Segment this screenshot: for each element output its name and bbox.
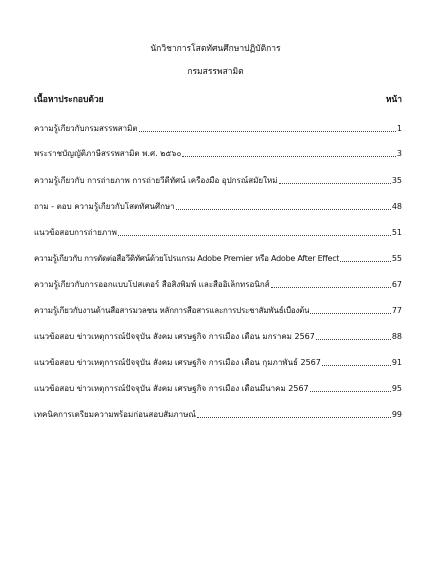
toc-leader-dots [322,364,391,366]
toc-item-text: เทคนิคการเตรียมความพร้อมก่อนสอบสัมภาษณ์ [34,410,196,419]
toc-item-text: ความรู้เกี่ยวกับ การตัดต่อสื่อวีดิทัศน์ด้วยโปรแกรม Adobe Premier หรือ Adobe After Effect [34,254,340,263]
toc-item [34,330,402,342]
toc-item-page: 3 [396,149,402,158]
toc-item-text: ถาม - ตอบ ความรู้เกี่ยวกับโสตทัศนศึกษา [34,202,175,211]
toc-leader-dots [310,312,390,314]
toc-item [34,122,402,134]
toc-item [34,356,402,368]
toc-leader-dots [118,234,391,236]
toc-item [34,304,402,316]
toc-column-page-label: หน้า [385,95,402,105]
toc-leader-dots [340,260,391,262]
toc-item-page: 99 [391,410,402,419]
toc-leader-dots [176,208,391,210]
toc-item-text: ความรู้เกี่ยวกับกรมสรรพสามิต [34,124,138,133]
toc-item-text: ความรู้เกี่ยวกับ การถ่ายภาพ การถ่ายวีดีทัศน์ เครื่องมือ อุปกรณ์สมัยใหม่ [34,176,278,185]
page-title: นักวิชาการโสตทัศนศึกษาปฏิบัติการ [150,44,281,54]
toc-item [34,200,402,212]
toc-item [34,174,402,186]
toc-item-page: 67 [391,280,402,289]
toc-column-contents-label: เนื้อหาประกอบด้วย [34,95,104,105]
toc-item [34,408,402,420]
page-subtitle: กรมสรรพสามิต [187,67,244,77]
toc-item [34,382,402,394]
toc-leader-dots [279,182,391,184]
toc-leader-dots [197,416,391,418]
toc-item-text: ความรู้เกี่ยวกับงานด้านสื่อสารมวลชน หลักการสื่อสารและการประชาสัมพันธ์เบื้องต้น [34,306,310,315]
toc-item-text: แนวข้อสอบ ข่าวเหตุการณ์ปัจจุบัน สังคม เศรษฐกิจ การเมือง เดือนมีนาคม 2567 [34,384,309,393]
toc-item-page: 51 [391,228,402,237]
toc-item-text: แนวข้อสอบการถ่ายภาพ [34,228,117,237]
toc-item-page: 35 [391,176,402,185]
toc-item [34,278,402,290]
toc-leader-dots [310,390,391,392]
toc-leader-dots [182,155,395,157]
toc-item-page: 48 [391,202,402,211]
toc-leader-dots [316,338,391,340]
toc-item-text: พระราชบัญญัติภาษีสรรพสามิต พ.ศ. ๒๕๖๐ [34,149,182,158]
toc-leader-dots [271,286,391,288]
toc-item-text: แนวข้อสอบ ข่าวเหตุการณ์ปัจจุบัน สังคม เศรษฐกิจ การเมือง เดือน มกราคม 2567 [34,332,315,341]
toc-leader-dots [139,130,396,132]
toc-item-page: 91 [391,358,402,367]
toc-item-page: 1 [396,124,402,133]
toc-item-page: 88 [391,332,402,341]
toc-item-text: แนวข้อสอบ ข่าวเหตุการณ์ปัจจุบัน สังคม เศรษฐกิจ การเมือง เดือน กุมภาพันธ์ 2567 [34,358,321,367]
toc-item-page: 77 [391,306,402,315]
toc-item-text: ความรู้เกี่ยวกับการออกแบบโปสเตอร์ สื่อสิ่งพิมพ์ และสื่ออิเล็กทรอนิกส์ [34,280,270,289]
toc-item [34,147,402,159]
toc-item [34,226,402,238]
toc-item [34,252,402,264]
toc-item-page: 55 [391,254,402,263]
toc-item-page: 95 [391,384,402,393]
